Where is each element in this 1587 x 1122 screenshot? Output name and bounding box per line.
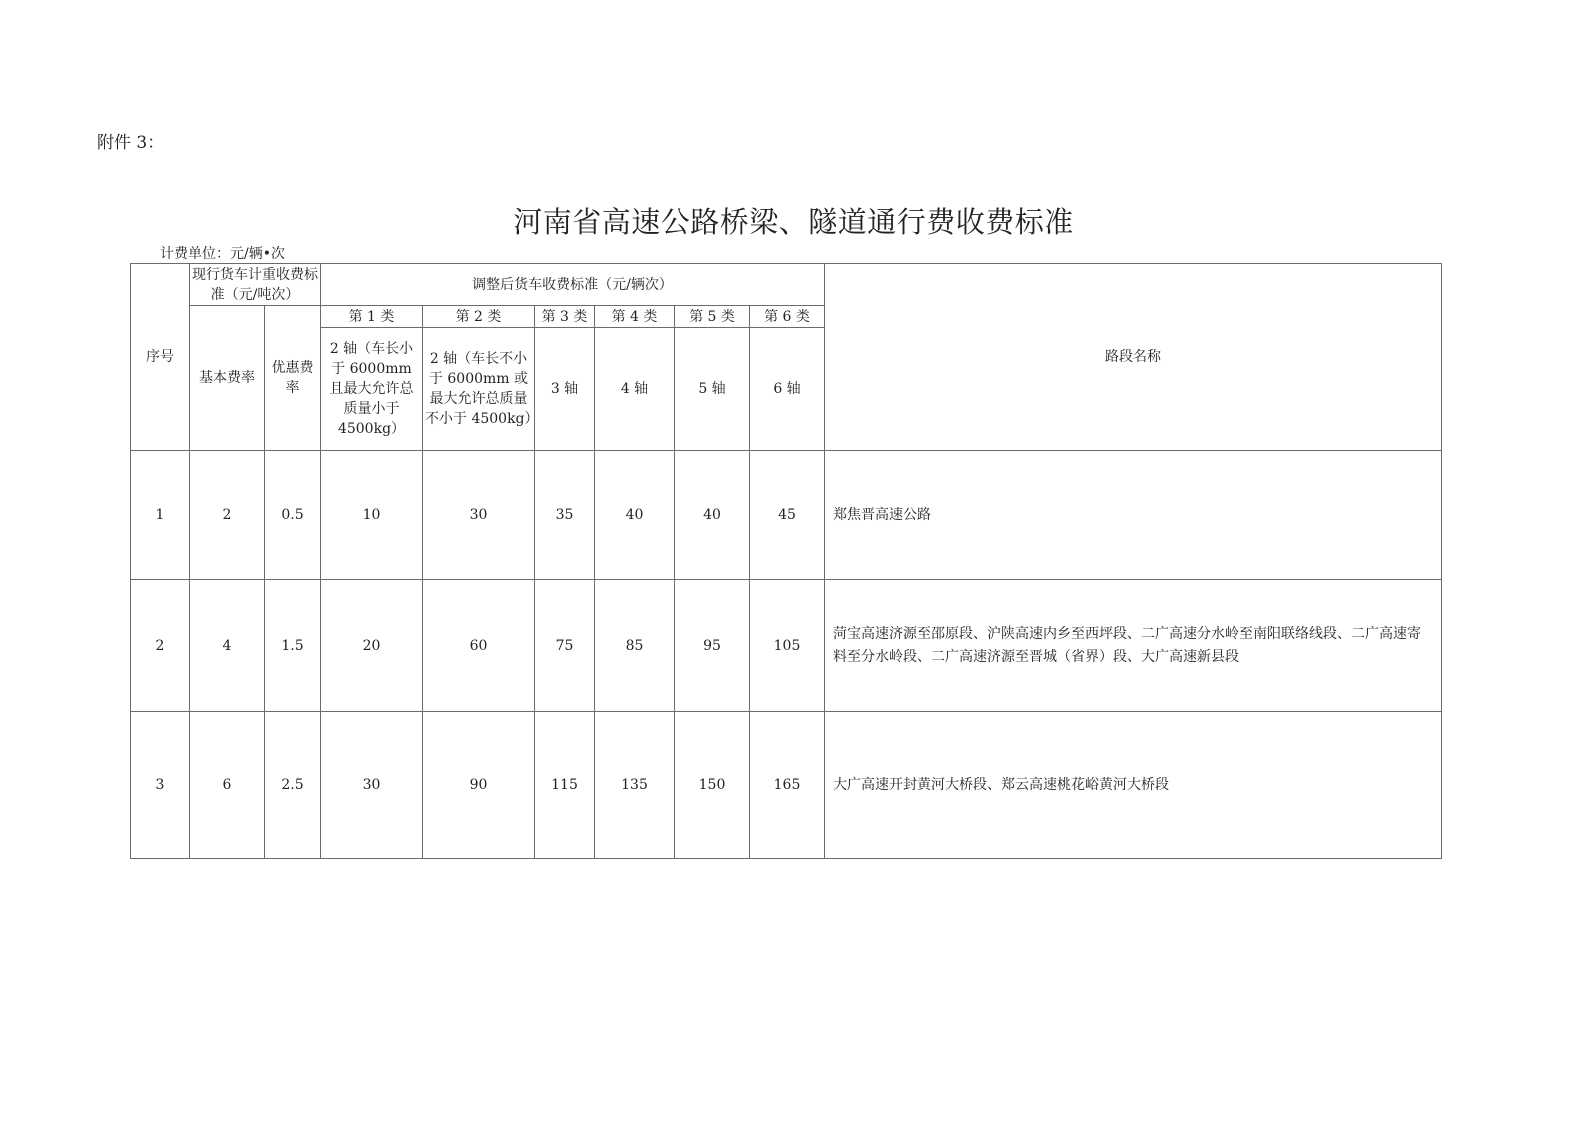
header-current-standard: 现行货车计重收费标准（元/吨次） — [190, 264, 321, 306]
cell-basic-rate: 2 — [190, 451, 265, 580]
cell-class-6: 45 — [750, 451, 825, 580]
cell-index: 2 — [131, 580, 190, 712]
cell-class-1: 20 — [321, 580, 423, 712]
cell-discount-rate: 0.5 — [265, 451, 321, 580]
cell-class-5: 95 — [675, 580, 750, 712]
billing-unit-note: 计费单位：元/辆•次 — [160, 246, 285, 262]
cell-class-5: 40 — [675, 451, 750, 580]
table-row — [131, 712, 1442, 859]
header-class-5: 第 5 类 — [675, 306, 750, 328]
header-class-5-desc: 5 轴 — [675, 328, 750, 451]
header-index: 序号 — [131, 264, 190, 451]
cell-index: 3 — [131, 712, 190, 859]
cell-class-6: 165 — [750, 712, 825, 859]
toll-fee-table — [130, 263, 1442, 859]
header-class-6: 第 6 类 — [750, 306, 825, 328]
cell-class-2: 30 — [423, 451, 535, 580]
cell-route-name: 大广高速开封黄河大桥段、郑云高速桃花峪黄河大桥段 — [825, 712, 1442, 859]
cell-route-name: 菏宝高速济源至邵原段、沪陕高速内乡至西坪段、二广高速分水岭至南阳联络线段、二广高速寄料至分水岭段、二广高速济源至晋城（省界）段、大广高速新县段 — [825, 580, 1442, 712]
header-class-2-desc: 2 轴（车长不小于 6000mm 或最大允许总质量不小于 4500kg） — [423, 328, 535, 451]
cell-class-2: 60 — [423, 580, 535, 712]
cell-class-3: 35 — [535, 451, 595, 580]
cell-class-4: 40 — [595, 451, 675, 580]
header-class-4: 第 4 类 — [595, 306, 675, 328]
header-class-1: 第 1 类 — [321, 306, 423, 328]
cell-class-3: 115 — [535, 712, 595, 859]
header-class-4-desc: 4 轴 — [595, 328, 675, 451]
cell-class-1: 10 — [321, 451, 423, 580]
header-adjusted-standard: 调整后货车收费标准（元/辆次） — [321, 264, 825, 306]
cell-basic-rate: 6 — [190, 712, 265, 859]
cell-class-1: 30 — [321, 712, 423, 859]
cell-class-3: 75 — [535, 580, 595, 712]
header-row-group — [131, 264, 1442, 306]
cell-class-4: 135 — [595, 712, 675, 859]
cell-route-name: 郑焦晋高速公路 — [825, 451, 1442, 580]
cell-discount-rate: 2.5 — [265, 712, 321, 859]
header-class-3: 第 3 类 — [535, 306, 595, 328]
table-row — [131, 580, 1442, 712]
cell-class-4: 85 — [595, 580, 675, 712]
cell-class-5: 150 — [675, 712, 750, 859]
cell-index: 1 — [131, 451, 190, 580]
attachment-label: 附件 3： — [97, 133, 165, 153]
header-route-name: 路段名称 — [825, 264, 1442, 451]
document-title: 河南省高速公路桥梁、隧道通行费收费标准 — [513, 205, 1074, 239]
table-row — [131, 451, 1442, 580]
cell-discount-rate: 1.5 — [265, 580, 321, 712]
cell-basic-rate: 4 — [190, 580, 265, 712]
header-class-2: 第 2 类 — [423, 306, 535, 328]
cell-class-6: 105 — [750, 580, 825, 712]
cell-class-2: 90 — [423, 712, 535, 859]
header-class-6-desc: 6 轴 — [750, 328, 825, 451]
header-class-1-desc: 2 轴（车长小于 6000mm 且最大允许总质量小于 4500kg） — [321, 328, 423, 451]
header-class-3-desc: 3 轴 — [535, 328, 595, 451]
header-discount-rate: 优惠费率 — [265, 306, 321, 451]
header-basic-rate: 基本费率 — [190, 306, 265, 451]
